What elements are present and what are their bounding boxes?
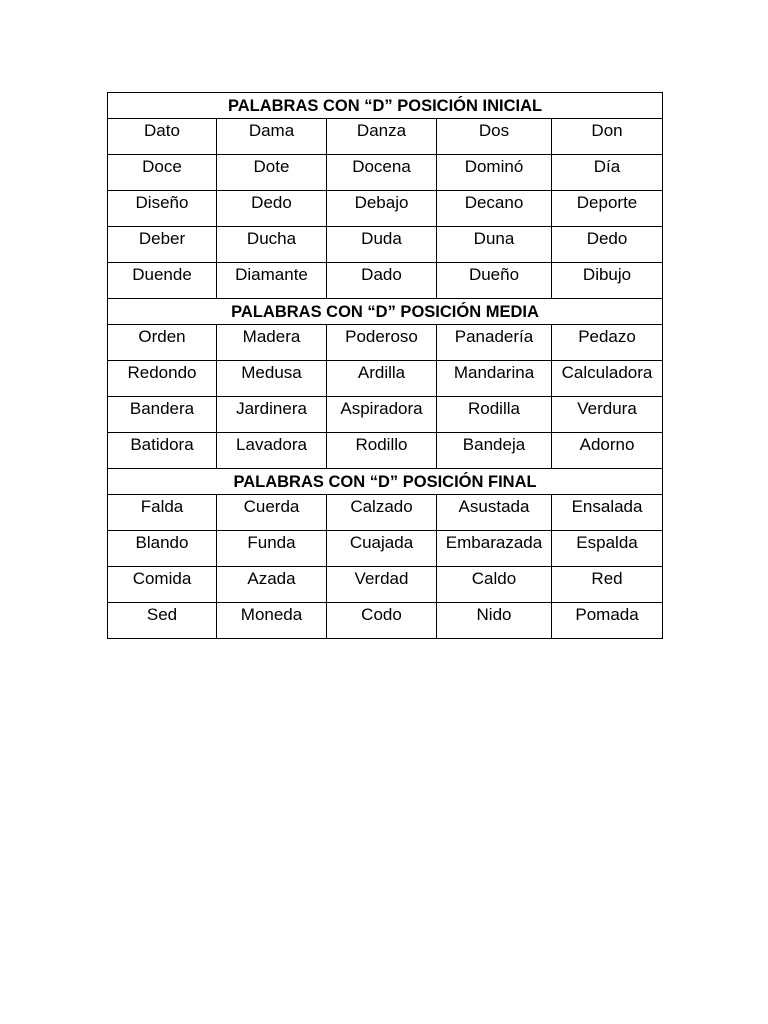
word-cell: Aspiradora: [327, 397, 437, 433]
word-cell: Espalda: [552, 531, 663, 567]
table-row: [108, 155, 663, 191]
table-row: [108, 603, 663, 639]
table-row: [108, 191, 663, 227]
word-table: [107, 92, 663, 639]
section-title: PALABRAS CON “D” POSICIÓN MEDIA: [108, 299, 663, 325]
word-cell: Dueño: [437, 263, 552, 299]
word-cell: Madera: [217, 325, 327, 361]
table-row: [108, 119, 663, 155]
word-cell: Codo: [327, 603, 437, 639]
word-cell: Medusa: [217, 361, 327, 397]
section-title: PALABRAS CON “D” POSICIÓN FINAL: [108, 469, 663, 495]
word-cell: Moneda: [217, 603, 327, 639]
word-cell: Verdura: [552, 397, 663, 433]
section-header-row: [108, 299, 663, 325]
word-cell: Ducha: [217, 227, 327, 263]
word-cell: Diamante: [217, 263, 327, 299]
section-title: PALABRAS CON “D” POSICIÓN INICIAL: [108, 93, 663, 119]
section-header-row: [108, 93, 663, 119]
table-row: [108, 567, 663, 603]
table-row: [108, 325, 663, 361]
word-cell: Nido: [437, 603, 552, 639]
word-cell: Jardinera: [217, 397, 327, 433]
word-cell: Falda: [108, 495, 217, 531]
word-cell: Azada: [217, 567, 327, 603]
word-cell: Sed: [108, 603, 217, 639]
table-row: [108, 227, 663, 263]
word-cell: Dedo: [217, 191, 327, 227]
word-cell: Embarazada: [437, 531, 552, 567]
word-cell: Mandarina: [437, 361, 552, 397]
word-cell: Danza: [327, 119, 437, 155]
word-cell: Dos: [437, 119, 552, 155]
table-row: [108, 397, 663, 433]
word-cell: Dibujo: [552, 263, 663, 299]
word-cell: Calzado: [327, 495, 437, 531]
word-cell: Pedazo: [552, 325, 663, 361]
word-cell: Red: [552, 567, 663, 603]
word-cell: Funda: [217, 531, 327, 567]
word-cell: Dato: [108, 119, 217, 155]
word-cell: Bandera: [108, 397, 217, 433]
table-row: [108, 433, 663, 469]
word-cell: Orden: [108, 325, 217, 361]
section-header-row: [108, 469, 663, 495]
word-cell: Diseño: [108, 191, 217, 227]
word-cell: Rodillo: [327, 433, 437, 469]
word-table-body: [108, 93, 663, 639]
word-cell: Dama: [217, 119, 327, 155]
word-cell: Duna: [437, 227, 552, 263]
word-cell: Rodilla: [437, 397, 552, 433]
word-cell: Redondo: [108, 361, 217, 397]
word-cell: Comida: [108, 567, 217, 603]
word-cell: Poderoso: [327, 325, 437, 361]
table-row: [108, 495, 663, 531]
word-cell: Dado: [327, 263, 437, 299]
word-cell: Asustada: [437, 495, 552, 531]
word-cell: Docena: [327, 155, 437, 191]
word-cell: Blando: [108, 531, 217, 567]
word-cell: Duende: [108, 263, 217, 299]
word-cell: Ensalada: [552, 495, 663, 531]
word-cell: Bandeja: [437, 433, 552, 469]
table-row: [108, 263, 663, 299]
word-cell: Duda: [327, 227, 437, 263]
word-cell: Cuerda: [217, 495, 327, 531]
word-cell: Dote: [217, 155, 327, 191]
word-cell: Adorno: [552, 433, 663, 469]
word-cell: Don: [552, 119, 663, 155]
word-cell: Batidora: [108, 433, 217, 469]
word-cell: Cuajada: [327, 531, 437, 567]
table-row: [108, 361, 663, 397]
word-cell: Ardilla: [327, 361, 437, 397]
word-cell: Pomada: [552, 603, 663, 639]
word-cell: Deber: [108, 227, 217, 263]
word-cell: Dedo: [552, 227, 663, 263]
word-cell: Deporte: [552, 191, 663, 227]
word-cell: Debajo: [327, 191, 437, 227]
word-cell: Panadería: [437, 325, 552, 361]
word-cell: Verdad: [327, 567, 437, 603]
word-cell: Dominó: [437, 155, 552, 191]
word-cell: Calculadora: [552, 361, 663, 397]
table-row: [108, 531, 663, 567]
word-cell: Lavadora: [217, 433, 327, 469]
word-cell: Día: [552, 155, 663, 191]
word-cell: Doce: [108, 155, 217, 191]
word-cell: Caldo: [437, 567, 552, 603]
word-cell: Decano: [437, 191, 552, 227]
